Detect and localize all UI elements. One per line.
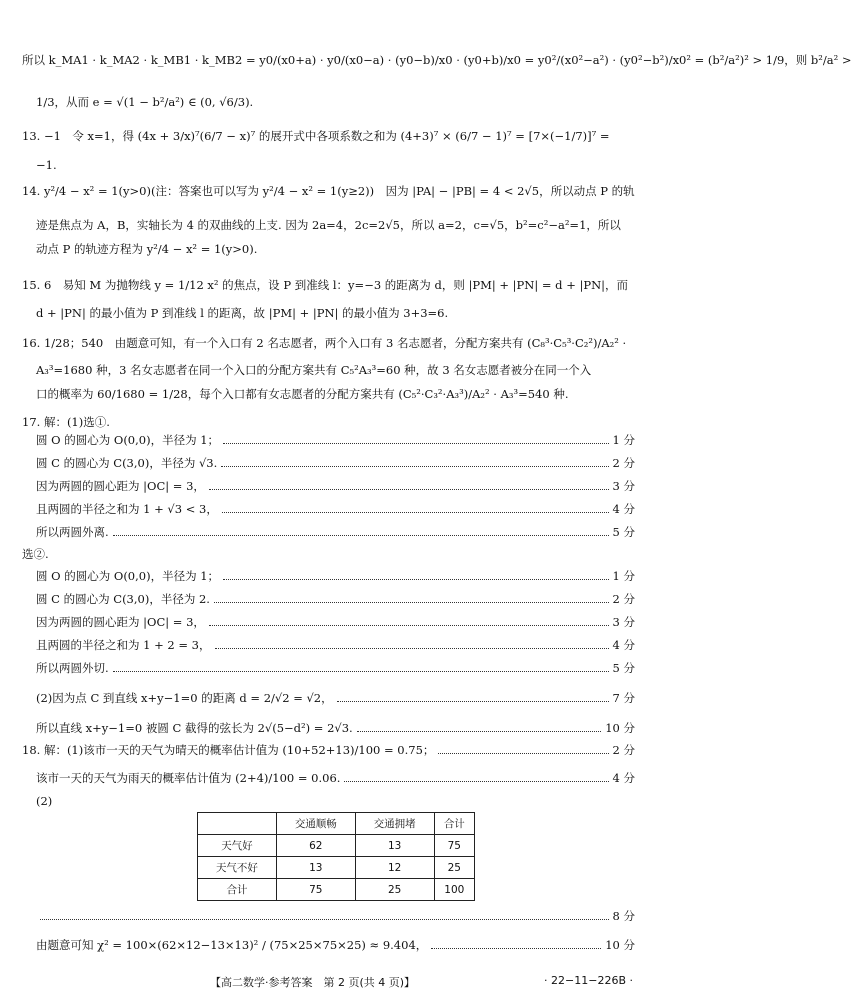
table-cell: 交通拥堵 — [355, 813, 434, 835]
table-row — [198, 857, 475, 879]
table-cell: 75 — [276, 879, 355, 901]
table-cell: 天气好 — [198, 835, 277, 857]
text-line: 所以 k_MA1 · k_MA2 · k_MB1 · k_MB2 = y0/(x0+a) · y0/(x0−a) · (y0−b)/x0 · (y0+b)/x0 = y0²/(x0²−a²) · (y0²−b²)/x0² = (b²/a²)² > 1/9，则 b²/a² > — [22, 53, 852, 67]
score-label: 8 分 — [612, 909, 635, 923]
scored-line: 圆 O 的圆心为 O(0,0)，半径为 1； 1 分 — [36, 569, 635, 583]
scored-line: 且两圆的半径之和为 1 + √3 < 3， 4 分 — [36, 502, 635, 516]
table-cell: 合计 — [198, 879, 277, 901]
scored-line: 所以两圆外切. 5 分 — [36, 661, 635, 675]
table-cell: 13 — [276, 857, 355, 879]
table-header-row — [198, 813, 475, 835]
table-cell: 13 — [355, 835, 434, 857]
scored-line: 因为两圆的圆心距为 |OC| = 3， 3 分 — [36, 479, 635, 493]
table-cell: 25 — [434, 857, 474, 879]
scored-line: 所以直线 x+y−1=0 被圆 C 截得的弦长为 2√(5−d²) = 2√3. 10 分 — [36, 721, 635, 735]
score-label: 2 分 — [612, 456, 635, 470]
score-label: 1 分 — [612, 433, 635, 447]
table-cell: 62 — [276, 835, 355, 857]
score-label: 4 分 — [612, 771, 635, 785]
table-cell: 100 — [434, 879, 474, 901]
text-line: 1/3，从而 e = √(1 − b²/a²) ∈ (0, √6/3). — [36, 95, 254, 109]
score-label: 2 分 — [612, 592, 635, 606]
scored-line: 且两圆的半径之和为 1 + 2 = 3， 4 分 — [36, 638, 635, 652]
score-label: 4 分 — [612, 502, 635, 516]
document-code: · 22−11−226B · — [544, 974, 633, 987]
text-line: 口的概率为 60/1680 = 1/28，每个入口都有女志愿者的分配方案共有 (C₅²·C₃²·A₃³)/A₂² · A₃³=540 种. — [36, 387, 569, 401]
scored-line: (2)因为点 C 到直线 x+y−1=0 的距离 d = 2/√2 = √2， 7 分 — [36, 691, 635, 705]
score-label: 10 分 — [605, 938, 635, 952]
text-line: A₃³=1680 种，3 名女志愿者在同一个入口的分配方案共有 C₅²A₃³=60 种，故 3 名女志愿者被分在同一个入 — [36, 363, 592, 377]
score-label: 3 分 — [612, 615, 635, 629]
table-cell — [198, 813, 277, 835]
text-line: 迹是焦点为 A，B，实轴长为 4 的双曲线的上支. 因为 2a=4，2c=2√5，所以 a=2，c=√5，b²=c²−a²=1，所以 — [36, 218, 621, 232]
text-line: 动点 P 的轨迹方程为 y²/4 − x² = 1(y>0). — [36, 242, 258, 256]
text-line: 13. −1 令 x=1，得 (4x + 3/x)⁷(6/7 − x)⁷ 的展开式中各项系数之和为 (4+3)⁷ × (6/7 − 1)⁷ = [7×(−1/7)]⁷ = — [22, 129, 610, 143]
score-label: 7 分 — [612, 691, 635, 705]
text-line: 16. 1/28；540 由题意可知，有一个入口有 2 名志愿者，两个入口有 3 名志愿者，分配方案共有 (C₈³·C₅³·C₂²)/A₂² · — [22, 336, 627, 350]
table-row — [198, 879, 475, 901]
table-cell: 交通顺畅 — [276, 813, 355, 835]
table-row — [198, 835, 475, 857]
score-label: 3 分 — [612, 479, 635, 493]
scored-line: 由题意可知 χ² = 100×(62×12−13×13)² / (75×25×75×25) ≈ 9.404， 10 分 — [36, 938, 635, 952]
scored-line: 圆 C 的圆心为 C(3,0)，半径为 2. 2 分 — [36, 592, 635, 606]
table-cell: 合计 — [434, 813, 474, 835]
score-label: 5 分 — [612, 525, 635, 539]
scored-line: 18. 解：(1)该市一天的天气为晴天的概率估计值为 (10+52+13)/100 = 0.75； 2 分 — [22, 743, 635, 757]
contingency-table — [197, 812, 475, 901]
text-line: 15. 6 易知 M 为抛物线 y = 1/12 x² 的焦点，设 P 到准线 l：y=−3 的距离为 d，则 |PM| + |PN| = d + |PN|，而 — [22, 278, 629, 292]
text-line: −1. — [36, 158, 57, 172]
table-cell: 75 — [434, 835, 474, 857]
page-footer: 【高二数学·参考答案 第 2 页(共 4 页)】 — [210, 976, 416, 989]
table-cell: 天气不好 — [198, 857, 277, 879]
score-label: 10 分 — [605, 721, 635, 735]
scored-line — [36, 908, 635, 924]
score-label: 5 分 — [612, 661, 635, 675]
score-label: 4 分 — [612, 638, 635, 652]
scored-line: 因为两圆的圆心距为 |OC| = 3， 3 分 — [36, 615, 635, 629]
score-label: 2 分 — [612, 743, 635, 757]
text-line: 14. y²/4 − x² = 1(y>0)(注：答案也可以写为 y²/4 − x² = 1(y≥2)) 因为 |PA| − |PB| = 4 < 2√5，所以动点 P 的轨 — [22, 184, 635, 198]
table-cell: 25 — [355, 879, 434, 901]
scored-line: 圆 C 的圆心为 C(3,0)，半径为 √3. 2 分 — [36, 456, 635, 470]
text-line: 17. 解：(1)选①. — [22, 415, 110, 429]
scored-line: 所以两圆外离. 5 分 — [36, 525, 635, 539]
text-line: 选②. — [22, 547, 49, 561]
scored-line: 圆 O 的圆心为 O(0,0)，半径为 1； 1 分 — [36, 433, 635, 447]
text-line: d + |PN| 的最小值为 P 到准线 l 的距离，故 |PM| + |PN| 的最小值为 3+3=6. — [36, 306, 449, 320]
table-cell: 12 — [355, 857, 434, 879]
scored-line: 该市一天的天气为雨天的概率估计值为 (2+4)/100 = 0.06. 4 分 — [36, 771, 635, 785]
text-line: (2) — [36, 794, 53, 808]
score-label: 1 分 — [612, 569, 635, 583]
